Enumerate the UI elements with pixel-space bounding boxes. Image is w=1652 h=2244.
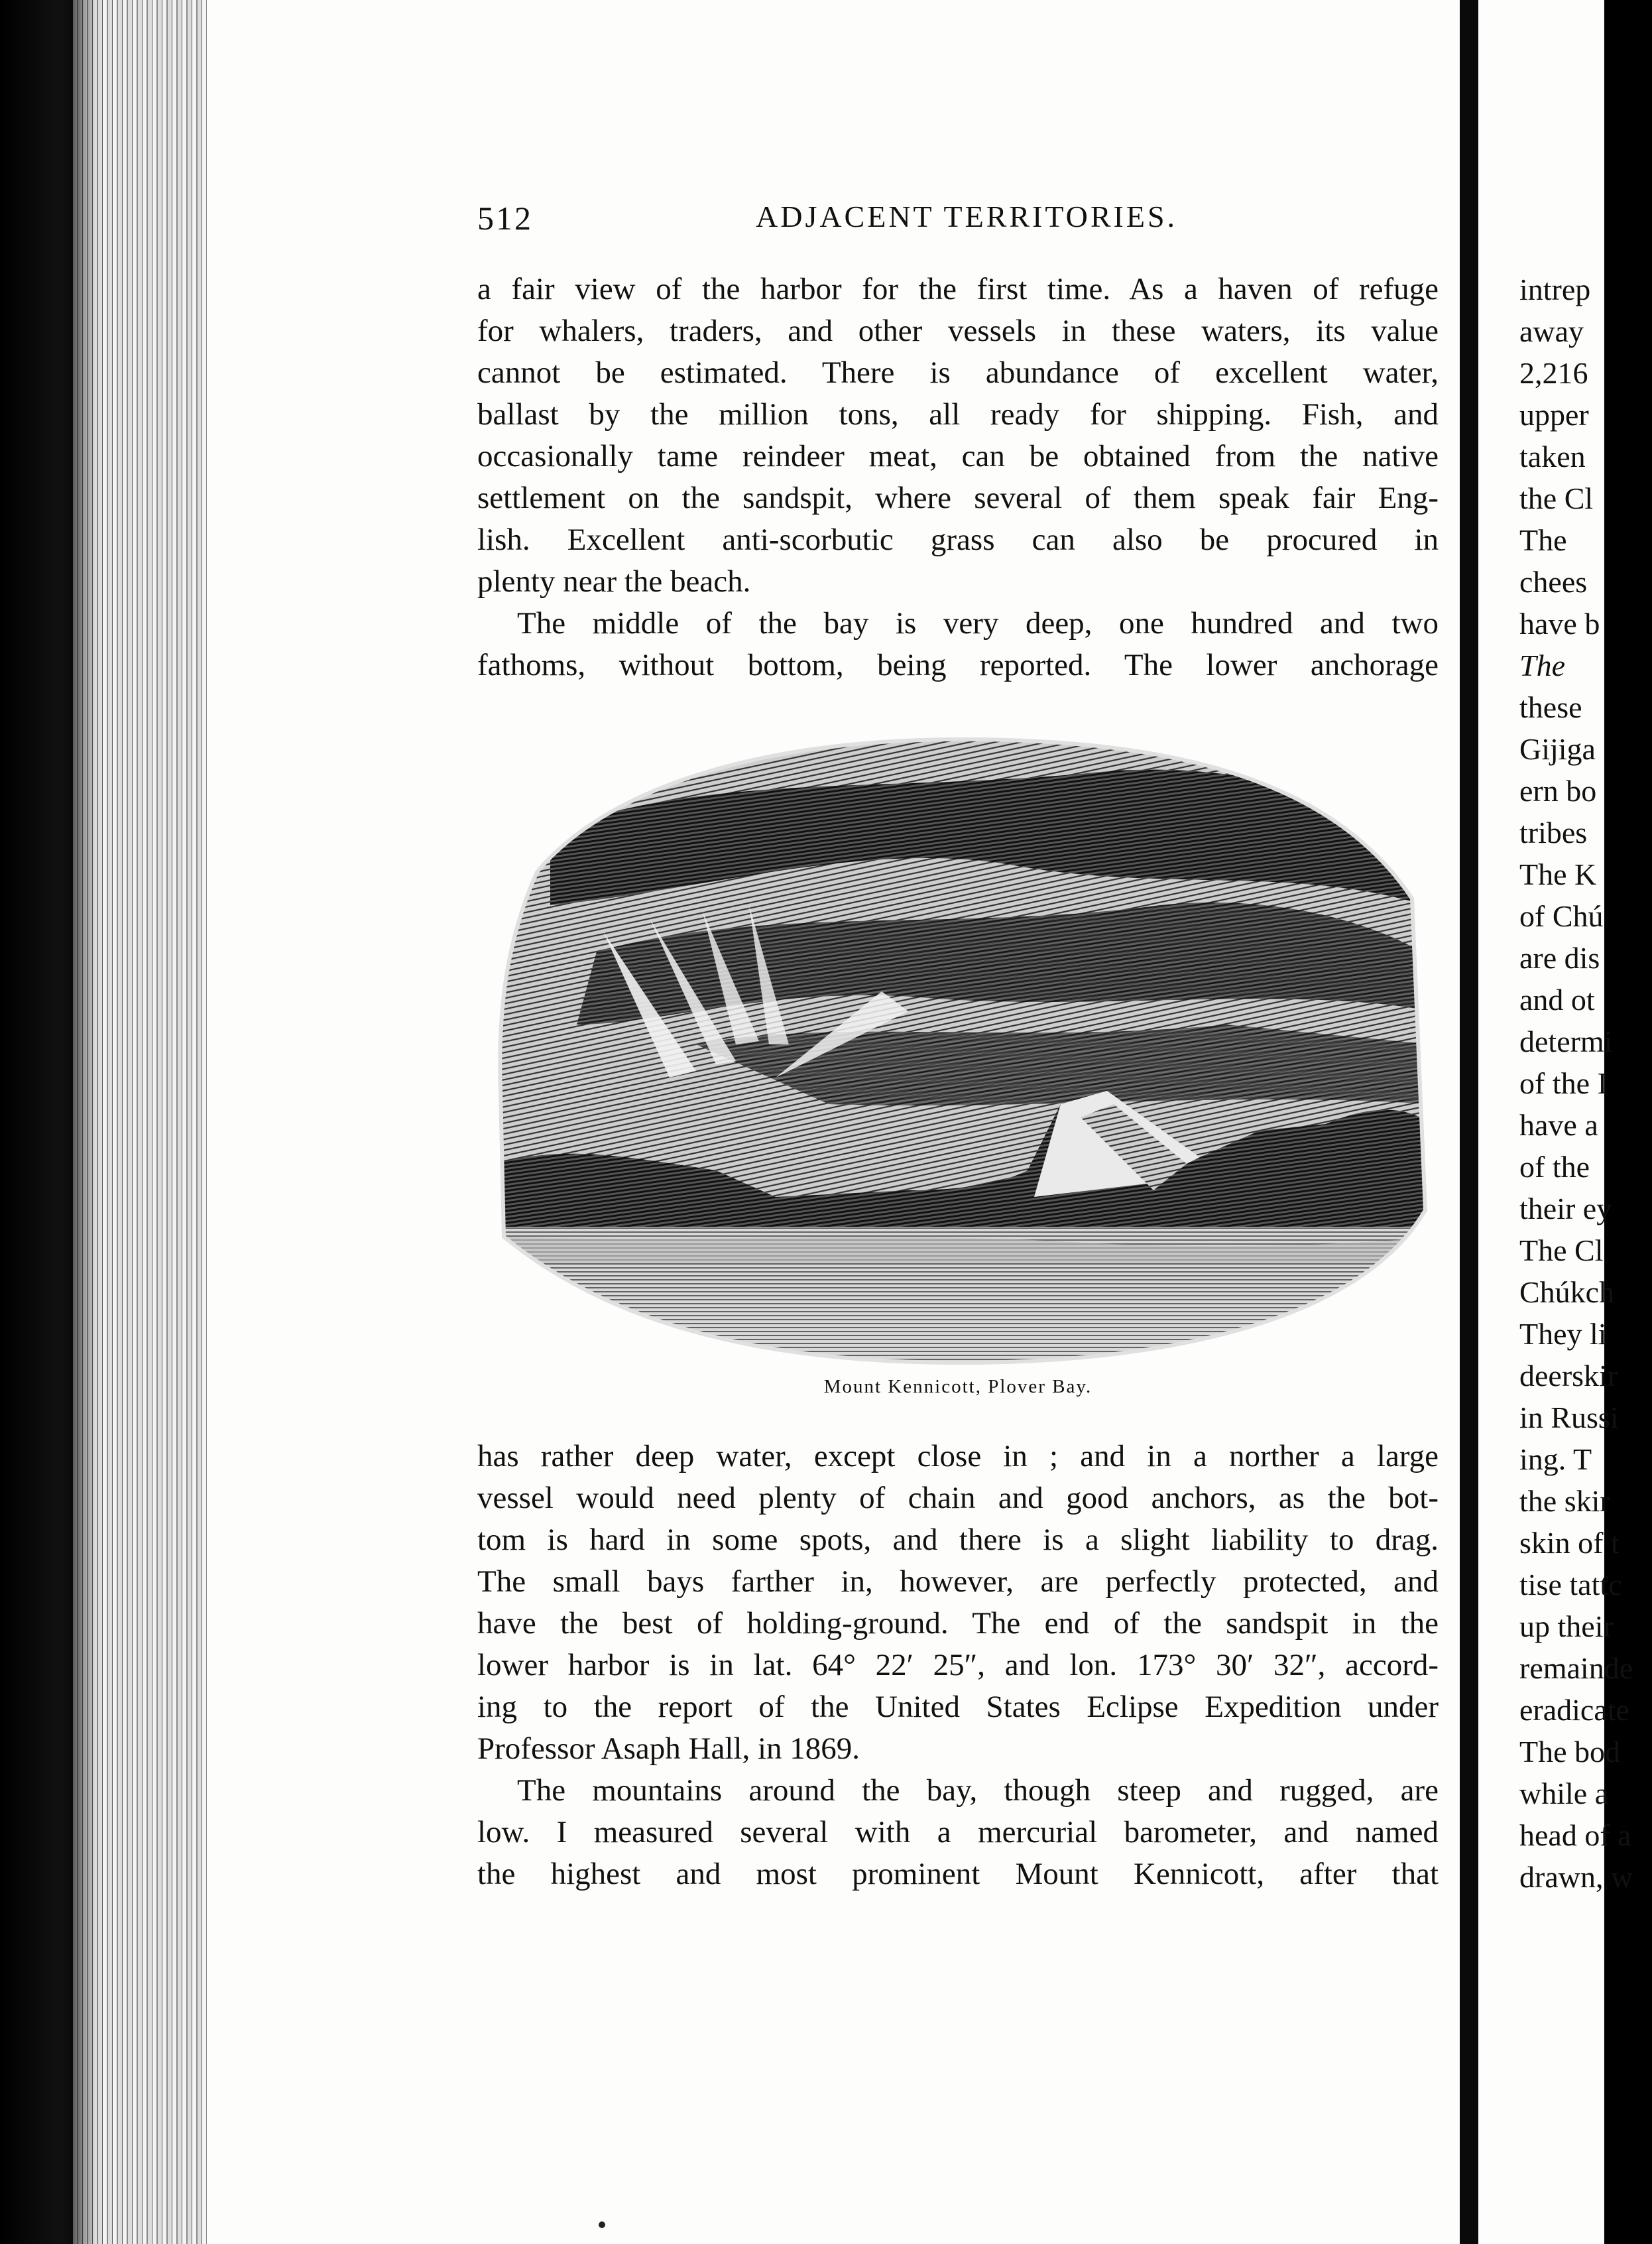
right-page-line: away [1519, 314, 1584, 348]
book-spine [1460, 0, 1478, 2244]
text-line: ballast by the million tons, all ready for shipping. Fish, and [477, 397, 1439, 432]
text-line: lower harbor is in lat. 64° 22′ 25″, and lon. 173° 30′ 32″, accord- [477, 1648, 1439, 1682]
page-header [477, 199, 1445, 252]
right-page-line: tribes [1519, 816, 1588, 849]
right-page-line: taken [1519, 440, 1586, 473]
right-page-line: upper [1519, 398, 1589, 432]
right-page-line: 2,216 [1519, 356, 1588, 390]
illustration-caption: Mount Kennicott, Plover Bay. [823, 1376, 1092, 1397]
right-page-line: deerskir [1519, 1359, 1618, 1393]
text-line: Professor Asaph Hall, in 1869. [477, 1731, 860, 1766]
text-line: lish. Excellent anti-scorbutic grass can also be procured in [477, 523, 1439, 557]
text-line: the highest and most prominent Mount Kennicott, after that [477, 1857, 1439, 1891]
right-page-line: their ey [1519, 1192, 1612, 1225]
right-page-line: and ot [1519, 983, 1595, 1017]
right-page-line: The [1519, 649, 1565, 682]
right-page-line: of Chú [1519, 899, 1604, 933]
right-page-text [1519, 269, 1652, 1898]
text-line: settlement on the sandspit, where several of them speak fair Eng- [477, 481, 1439, 515]
right-page-line: while a [1519, 1776, 1609, 1810]
right-page-line: of the [1519, 1150, 1590, 1184]
right-page-line: up their [1519, 1609, 1614, 1643]
right-page-line: have a [1519, 1108, 1598, 1142]
gutter-shadow [0, 0, 99, 2244]
right-page-line: the skir [1519, 1484, 1610, 1518]
right-page-line: chees [1519, 565, 1588, 599]
right-page-line: head of a [1519, 1818, 1631, 1852]
text-line: The middle of the bay is very deep, one hundred and two [517, 606, 1439, 641]
right-page-line: skin of t [1519, 1526, 1620, 1560]
right-page-line: eradicate [1519, 1693, 1629, 1727]
right-page-line: drawn, w [1519, 1860, 1633, 1894]
right-page-line: these [1519, 690, 1582, 724]
right-page-line: are dis [1519, 941, 1600, 975]
text-line: have the best of holding-ground. The end of the sandspit in the [477, 1606, 1439, 1641]
text-block-top [477, 269, 1439, 686]
right-page-line: They li [1519, 1317, 1607, 1351]
right-page-line: intrep [1519, 273, 1591, 306]
right-page [1478, 0, 1633, 2244]
text-line: plenty near the beach. [477, 564, 751, 599]
text-block-bottom [477, 1436, 1439, 1895]
text-line: a fair view of the harbor for the first time. As a haven of refuge [477, 272, 1439, 306]
right-page-line: have b [1519, 607, 1600, 641]
right-page-line: tise tattc [1519, 1568, 1622, 1601]
text-line: occasionally tame reindeer meat, can be obtained from the native [477, 439, 1439, 473]
text-line: vessel would need plenty of chain and good anchors, as the bot- [477, 1481, 1439, 1515]
right-page-line: The Cl [1519, 1233, 1604, 1267]
page-number: 512 [477, 200, 533, 237]
text-line: low. I measured several with a mercurial barometer, and named [477, 1815, 1439, 1849]
right-page-line: of the I [1519, 1066, 1608, 1100]
text-line: fathoms, without bottom, being reported. The lower anchorage [477, 648, 1439, 682]
right-page-line: remainde [1519, 1651, 1633, 1685]
ink-speck [599, 2221, 605, 2228]
text-line: The mountains around the bay, though steep and rugged, are [517, 1773, 1439, 1808]
right-page-line: The [1519, 523, 1567, 557]
right-page-line: Gijiga [1519, 732, 1596, 766]
right-page-line: ern bo [1519, 774, 1597, 808]
text-line: cannot be estimated. There is abundance of excellent water, [477, 355, 1439, 390]
text-line: The small bays farther in, however, are perfectly protected, and [477, 1564, 1439, 1599]
right-page-line: ing. T [1519, 1442, 1592, 1476]
engraving-mountain-bay-icon [497, 733, 1439, 1366]
text-line: for whalers, traders, and other vessels in these waters, its value [477, 314, 1439, 348]
text-line: tom is hard in some spots, and there is a slight liability to drag. [477, 1523, 1439, 1557]
right-page-line: The K [1519, 857, 1597, 891]
right-page-line: The bod [1519, 1735, 1621, 1769]
text-line: has rather deep water, except close in ; and in a norther a large [477, 1439, 1439, 1473]
right-page-line: determi [1519, 1025, 1613, 1058]
running-head: ADJACENT TERRITORIES. [756, 200, 1178, 233]
right-page-line: the Cl [1519, 481, 1594, 515]
right-page-line: in Russi [1519, 1401, 1619, 1434]
text-line: ing to the report of the United States Eclipse Expedition under [477, 1690, 1439, 1724]
right-page-line: Chúkch [1519, 1275, 1615, 1309]
